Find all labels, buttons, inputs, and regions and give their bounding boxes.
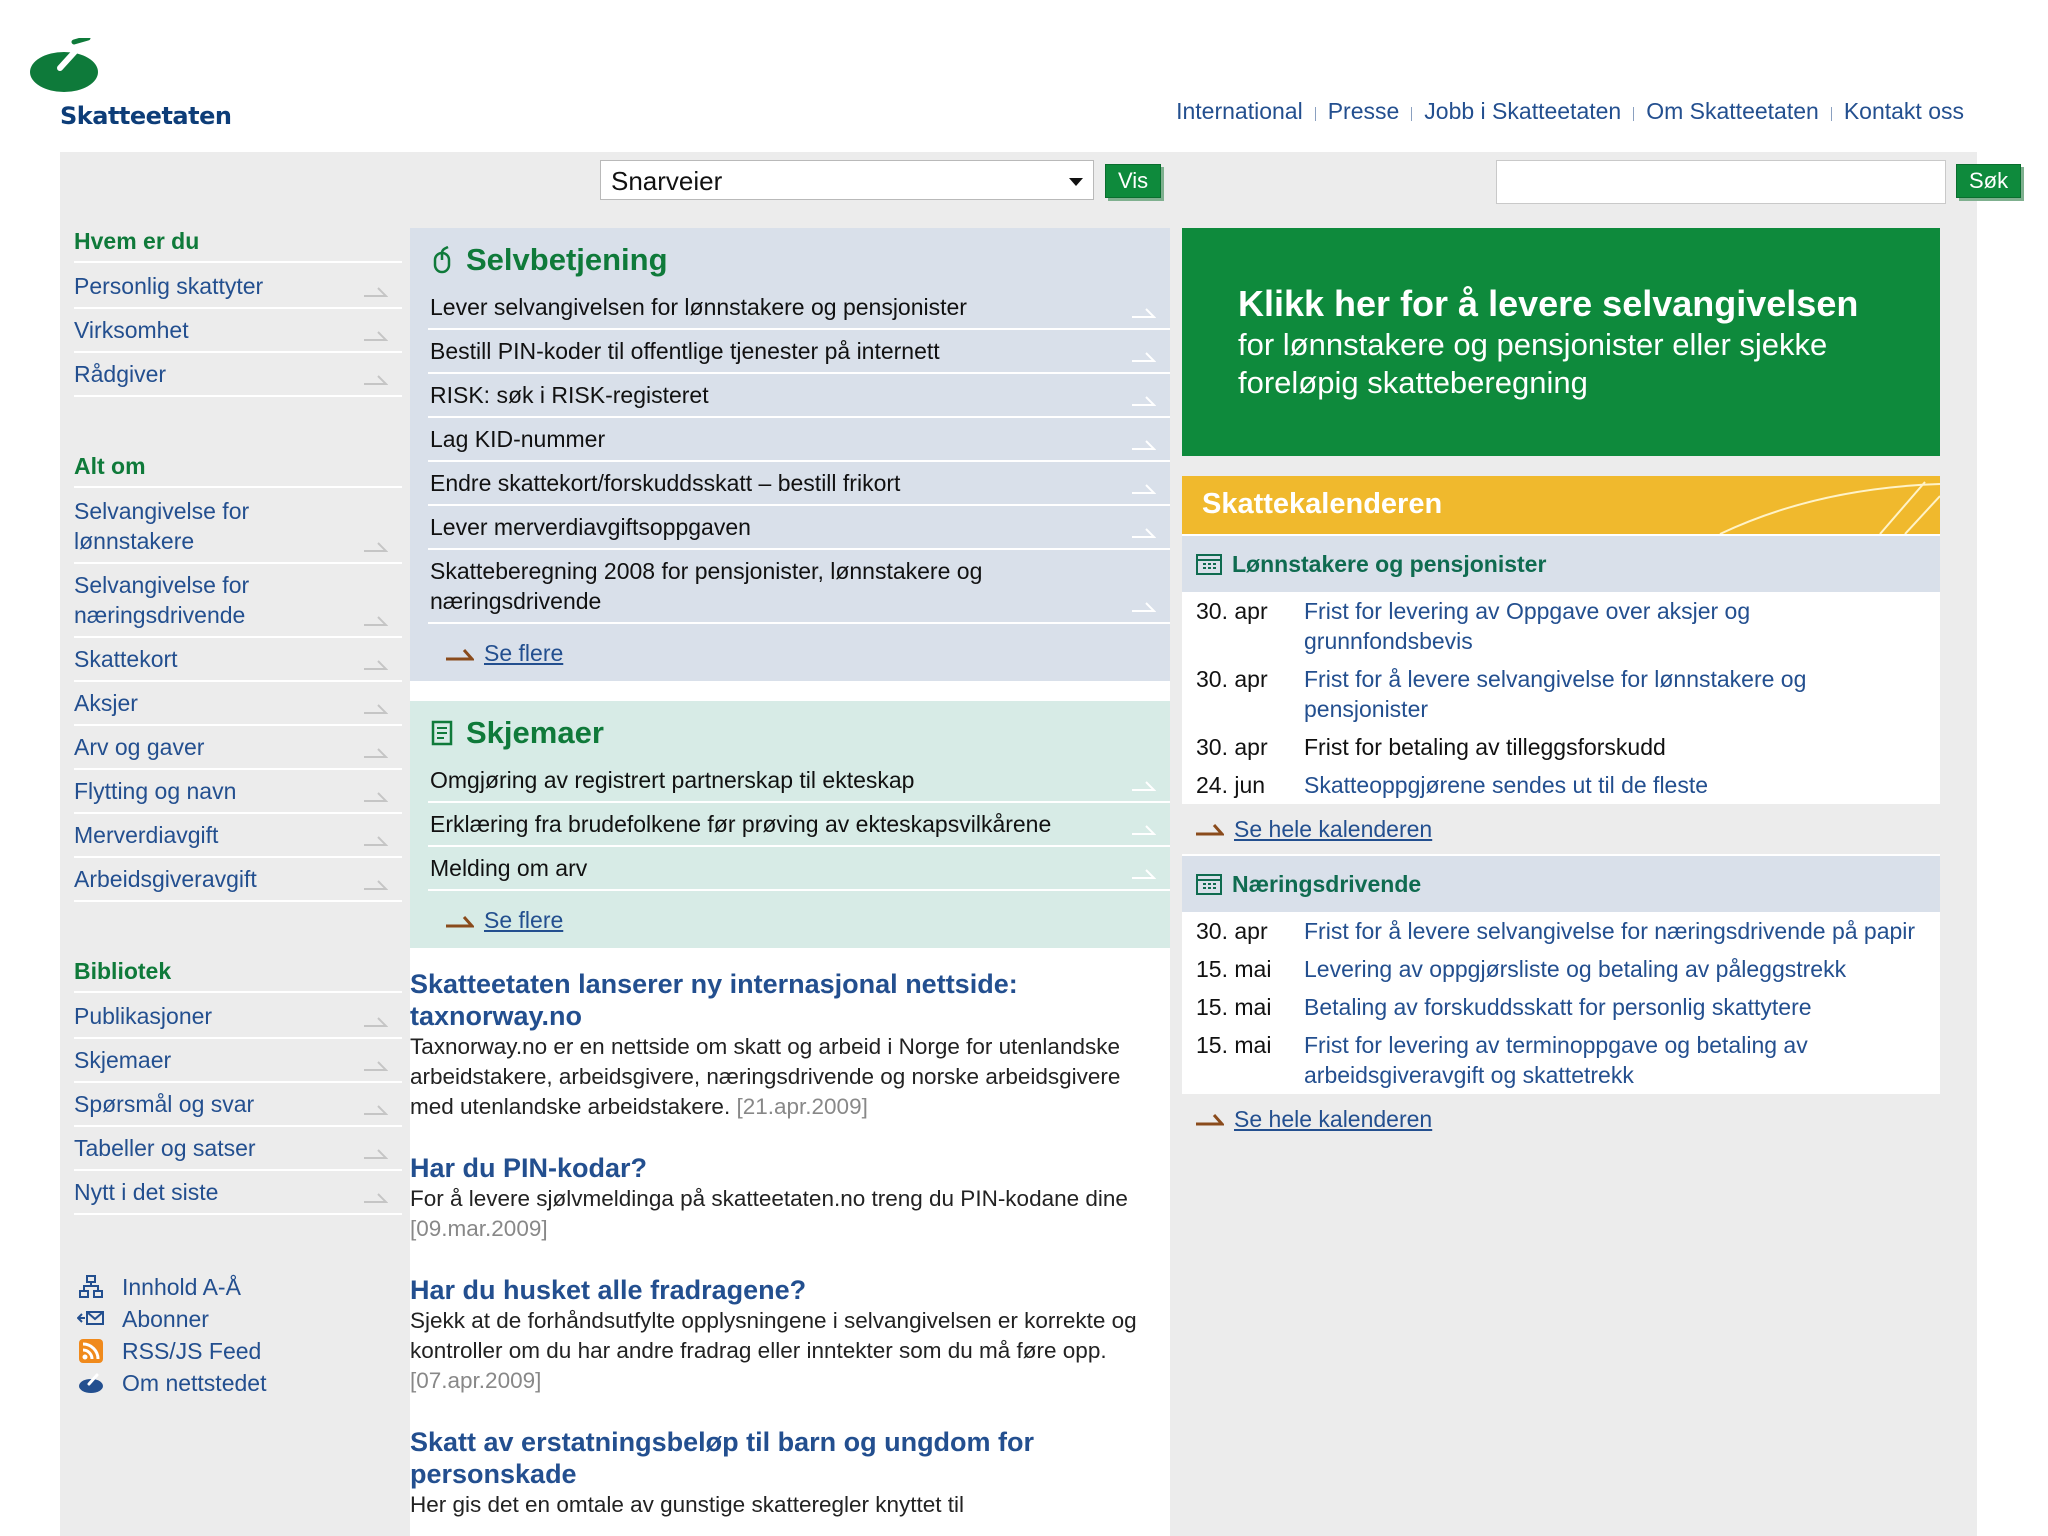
list-item-label: Bestill PIN-koder til offentlige tjenester på internett [430, 338, 940, 364]
calendar-icon [1196, 553, 1222, 575]
nav-item-skattekort[interactable] [74, 638, 402, 682]
calendar-date: 30. apr [1196, 666, 1268, 692]
nav-item-merverdiavgift[interactable] [74, 814, 402, 858]
news-text: For å levere sjølvmeldinga på skatteetaten.no treng du PIN-kodane dine [410, 1186, 1128, 1211]
mouse-icon [428, 246, 456, 274]
panel-title-text: Selvbetjening [466, 242, 668, 277]
calendar-section-heading [1182, 854, 1940, 912]
nav-item-label: Arbeidsgiveravgift [74, 866, 257, 892]
toplink-jobb[interactable]: Jobb i Skatteetaten [1424, 98, 1622, 124]
calendar-date: 30. apr [1196, 598, 1268, 624]
nav-item-label: Spørsmål og svar [74, 1091, 255, 1117]
list-item[interactable] [428, 759, 1170, 803]
calendar-row [1182, 950, 1940, 988]
nav-item-arbeidsgiveravgift[interactable] [74, 858, 402, 902]
list-item-label: Omgjøring av registrert partnerskap til ekteskap [430, 767, 915, 793]
list-item[interactable] [428, 374, 1170, 418]
news-text: Taxnorway.no er en nettside om skatt og arbeid i Norge for utenlandske arbeidstakere, arbeidsgivere, næringsdrivende og norske arbeidsgivere med utenlandske arbeidstakere. [410, 1034, 1121, 1119]
arrow-right-icon [364, 1015, 388, 1027]
vis-button[interactable]: Vis [1105, 164, 1161, 198]
list-item-label: Lever merverdiavgiftsoppgaven [430, 514, 751, 540]
promo-subtitle: for lønnstakere og pensjonister eller sjekke foreløpig skatteberegning [1238, 327, 1828, 400]
news-title[interactable]: Skatteetaten lanserer ny internasjonal nettside: taxnorway.no [410, 969, 1018, 1031]
news-title[interactable]: Har du husket alle fradragene? [410, 1275, 807, 1305]
news-date: [09.mar.2009] [410, 1216, 548, 1241]
arrow-right-icon [1132, 867, 1156, 879]
list-item-label: Erklæring fra brudefolkene før prøving av ekteskapsvilkårene [430, 811, 1052, 837]
arrow-right-icon [1132, 306, 1156, 318]
calendar-date: 24. jun [1196, 772, 1266, 798]
tool-label: Innhold A-Å [122, 1273, 241, 1300]
nav-item-nytt[interactable] [74, 1171, 402, 1215]
news-text: Sjekk at de forhåndsutfylte opplysningene i selvangivelsen er korrekte og kontroller om du har andre fradrag eller inntekter som du må føre opp. [410, 1308, 1137, 1363]
nav-item-sporsmal[interactable] [74, 1083, 402, 1127]
arrow-right-icon [1132, 482, 1156, 494]
arrow-right-icon [1132, 438, 1156, 450]
see-full-calendar-link[interactable] [1182, 1094, 1940, 1144]
arrow-right-icon [1132, 350, 1156, 362]
selvbetjening-panel [410, 228, 1170, 681]
calendar-event-link[interactable]: Frist for levering av Oppgave over aksjer og grunnfondsbevis [1304, 598, 1751, 654]
left-nav [74, 228, 402, 1399]
arrow-right-icon [364, 285, 388, 297]
news-title[interactable]: Har du PIN-kodar? [410, 1153, 648, 1183]
decorative-curve-icon [1680, 476, 1940, 534]
nav-item-publikasjoner[interactable] [74, 995, 402, 1039]
news-list [410, 968, 1170, 1520]
arrow-right-icon [1132, 526, 1156, 538]
nav-item-label: Arv og gaver [74, 734, 205, 760]
arrow-right-icon [364, 1103, 388, 1115]
calendar-event-link[interactable]: Betaling av forskuddsskatt for personlig skattytere [1304, 994, 1812, 1020]
toplink-international[interactable]: International [1176, 98, 1303, 124]
list-item[interactable] [428, 550, 1170, 624]
arrow-right-icon [364, 702, 388, 714]
divider [1831, 107, 1832, 121]
site-logo[interactable] [30, 38, 230, 138]
arrow-right-icon [364, 373, 388, 385]
see-more-link[interactable] [428, 624, 1170, 671]
news-title[interactable]: Skatt av erstatningsbeløp til barn og ungdom for personskade [410, 1427, 1035, 1489]
calendar-row [1182, 766, 1940, 804]
arrow-right-icon [1132, 600, 1156, 612]
calendar-date: 15. mai [1196, 1032, 1272, 1058]
list-item-label: Melding om arv [430, 855, 588, 881]
toplink-kontakt[interactable]: Kontakt oss [1843, 98, 1964, 124]
calendar-icon [1196, 873, 1222, 895]
toolbar [60, 152, 2009, 212]
list-item[interactable] [428, 462, 1170, 506]
nav-item-label: Nytt i det siste [74, 1179, 219, 1205]
list-item-label: Skatteberegning 2008 for pensjonister, lønnstakere og næringsdrivende [430, 558, 983, 614]
calendar-row [1182, 592, 1940, 660]
search-button[interactable]: Søk [1956, 164, 2021, 198]
tool-label: Abonner [122, 1305, 209, 1332]
nav-item-label: Tabeller og satser [74, 1135, 256, 1161]
news-body [410, 1032, 1166, 1122]
nav-heading: Bibliotek [74, 958, 402, 993]
calendar-event-text: Frist for betaling av tilleggsforskudd [1304, 734, 1666, 760]
rss-icon [74, 1339, 108, 1363]
nav-item-virksomhet[interactable] [74, 309, 402, 353]
nav-item-label: Skattekort [74, 646, 178, 672]
subscribe-icon [74, 1307, 108, 1331]
calendar-section-heading [1182, 534, 1940, 592]
news-body [410, 1184, 1166, 1244]
nav-item-personlig[interactable] [74, 265, 402, 309]
calendar-row [1182, 988, 1940, 1026]
tool-rss[interactable] [74, 1335, 402, 1367]
calendar-title: Skattekalenderen [1202, 488, 1443, 520]
nav-item-label: Aksjer [74, 690, 138, 716]
see-more-link[interactable] [428, 891, 1170, 938]
promo-title: Klikk her for å levere selvangivelsen [1238, 283, 1859, 324]
logo-icon [30, 38, 100, 94]
see-more-label: Se flere [484, 907, 564, 933]
nav-group-alt-om [74, 453, 402, 902]
nav-item-label: Flytting og navn [74, 778, 237, 804]
arrow-right-icon [1132, 394, 1156, 406]
nav-heading: Hvem er du [74, 228, 402, 263]
nav-item-label: Rådgiver [74, 361, 167, 387]
calendar-event-link[interactable]: Frist for levering av terminoppgave og betaling av arbeidsgiveravgift og skattetrekk [1304, 1032, 1808, 1088]
divider [1411, 107, 1412, 121]
arrow-right-icon [364, 790, 388, 802]
arrow-right-icon [364, 614, 388, 626]
news-item [410, 1274, 1166, 1396]
form-icon [428, 719, 456, 747]
nav-group-hvem [74, 228, 402, 397]
panel-title-text: Skjemaer [466, 715, 604, 750]
nav-item-aksjer[interactable] [74, 682, 402, 726]
calendar-date: 15. mai [1196, 994, 1272, 1020]
nav-item-label: Publikasjoner [74, 1003, 213, 1029]
tool-om-nettstedet[interactable] [74, 1367, 402, 1399]
tool-label: RSS/JS Feed [122, 1337, 262, 1364]
shortcuts-select[interactable] [600, 160, 1094, 200]
nav-item-radgiver[interactable] [74, 353, 402, 397]
news-item [410, 1426, 1166, 1520]
logo-text: Skatteetaten [60, 102, 232, 130]
arrow-right-icon [364, 746, 388, 758]
arrow-right-icon [364, 329, 388, 341]
divider [1315, 107, 1316, 121]
calendar-date: 30. apr [1196, 918, 1268, 944]
news-item [410, 968, 1166, 1122]
arrow-right-icon [364, 834, 388, 846]
list-item[interactable] [428, 847, 1170, 891]
nav-item-label: Virksomhet [74, 317, 189, 343]
news-date: [07.apr.2009] [410, 1368, 542, 1393]
see-full-calendar-link[interactable] [1182, 804, 1940, 854]
list-item[interactable] [428, 506, 1170, 550]
arrow-right-icon [1132, 779, 1156, 791]
calendar-row [1182, 912, 1940, 950]
skjemaer-panel [410, 701, 1170, 948]
nav-group-bibliotek [74, 958, 402, 1215]
top-links [1176, 98, 1964, 125]
skjemaer-list [428, 759, 1170, 891]
shortcuts-select-value: Snarveier [611, 166, 723, 196]
nav-heading: Alt om [74, 453, 402, 488]
nav-item-label: Skjemaer [74, 1047, 172, 1073]
calendar-date: 15. mai [1196, 956, 1272, 982]
arrow-right-icon [1132, 823, 1156, 835]
search-input[interactable] [1496, 160, 1946, 204]
nav-item-label: Personlig skattyter [74, 273, 264, 299]
nav-item-selvangivelse-naering[interactable] [74, 564, 402, 638]
calendar-section-title: Lønnstakere og pensjonister [1232, 550, 1547, 577]
tool-label: Om nettstedet [122, 1369, 267, 1396]
nav-item-selvangivelse-lonn[interactable] [74, 490, 402, 564]
tool-abonner[interactable] [74, 1303, 402, 1335]
calendar-row [1182, 728, 1940, 766]
arrow-right-icon [364, 1059, 388, 1071]
arrow-right-icon [364, 1147, 388, 1159]
news-date: [21.apr.2009] [736, 1094, 868, 1119]
tax-calendar [1182, 476, 1940, 1144]
nav-item-flytting[interactable] [74, 770, 402, 814]
list-item-label: Lever selvangivelsen for lønnstakere og pensjonister [430, 294, 967, 320]
panel-title [428, 715, 1170, 751]
nav-item-skjemaer[interactable] [74, 1039, 402, 1083]
chevron-down-icon [1069, 178, 1083, 186]
nav-item-label: Selvangivelse for næringsdrivende [74, 572, 250, 628]
see-full-calendar-label: Se hele kalenderen [1234, 1105, 1433, 1132]
logo-icon [74, 1371, 108, 1395]
list-item[interactable] [428, 330, 1170, 374]
calendar-event-link[interactable]: Levering av oppgjørsliste og betaling av påleggstrekk [1304, 956, 1847, 982]
main-content [410, 228, 1170, 1536]
news-text: Her gis det en omtale av gunstige skatteregler knyttet til [410, 1492, 965, 1517]
list-item-label: RISK: søk i RISK-registeret [430, 382, 709, 408]
calendar-row [1182, 660, 1940, 728]
arrow-right-icon [364, 540, 388, 552]
news-item [410, 1152, 1166, 1244]
arrow-right-icon [364, 658, 388, 670]
list-item-label: Lag KID-nummer [430, 426, 606, 452]
see-more-label: Se flere [484, 640, 564, 666]
arrow-right-icon [1196, 822, 1224, 836]
list-item[interactable] [428, 803, 1170, 847]
sitemap-icon [74, 1275, 108, 1299]
list-item[interactable] [428, 286, 1170, 330]
calendar-header [1182, 476, 1940, 534]
arrow-right-icon [1196, 1112, 1224, 1126]
list-item-label: Endre skattekort/forskuddsskatt – bestill frikort [430, 470, 901, 496]
utility-links [74, 1271, 402, 1399]
news-body [410, 1306, 1166, 1396]
nav-item-arv[interactable] [74, 726, 402, 770]
toplink-om[interactable]: Om Skatteetaten [1646, 98, 1819, 124]
see-full-calendar-label: Se hele kalenderen [1234, 815, 1433, 842]
calendar-section-title: Næringsdrivende [1232, 870, 1422, 897]
panel-title [428, 242, 1170, 278]
calendar-event-link[interactable]: Frist for å levere selvangivelse for lønnstakere og pensjonister [1304, 666, 1807, 722]
tool-innhold[interactable] [74, 1271, 402, 1303]
file-tax-return-banner[interactable] [1182, 228, 1940, 456]
toplink-presse[interactable]: Presse [1327, 98, 1400, 124]
divider [1633, 107, 1634, 121]
selvbetjening-list [428, 286, 1170, 624]
calendar-event-link[interactable]: Frist for å levere selvangivelse for næringsdrivende på papir [1304, 918, 1916, 944]
arrow-right-icon [446, 647, 474, 661]
calendar-event-link[interactable]: Skatteoppgjørene sendes ut til de fleste [1304, 772, 1709, 798]
nav-item-label: Merverdiavgift [74, 822, 219, 848]
page-frame [60, 152, 2009, 1536]
list-item[interactable] [428, 418, 1170, 462]
nav-item-tabeller[interactable] [74, 1127, 402, 1171]
nav-item-label: Selvangivelse for lønnstakere [74, 498, 250, 554]
news-body [410, 1490, 1166, 1520]
arrow-right-icon [364, 878, 388, 890]
calendar-date: 30. apr [1196, 734, 1268, 760]
calendar-row [1182, 1026, 1940, 1094]
arrow-right-icon [446, 914, 474, 928]
arrow-right-icon [364, 1191, 388, 1203]
